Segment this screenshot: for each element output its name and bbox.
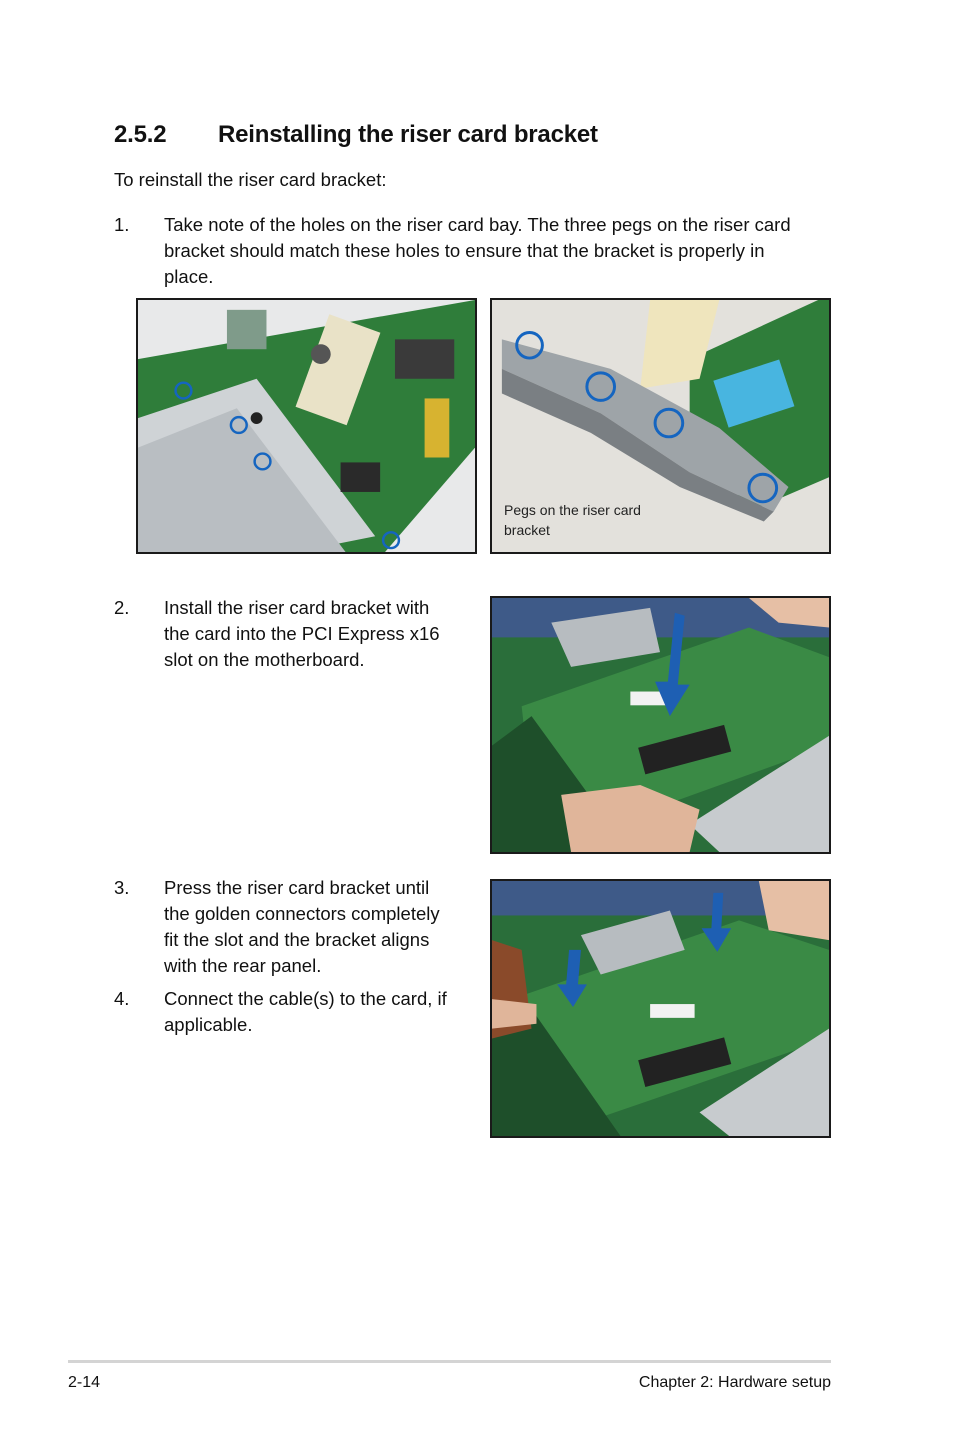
step-4-number: 4. [114,988,130,1009]
press-bracket-photo [490,879,831,1138]
step-2-line: slot on the motherboard. [164,649,365,670]
footer-rule [68,1360,831,1363]
step-1-number: 1. [114,214,130,235]
section-heading [114,121,598,149]
step-1-line: place. [164,266,214,287]
step-2-line: the card into the PCI Express x16 [164,623,440,644]
page-number: 2-14 [68,1374,101,1391]
step-3-number: 3. [114,877,130,898]
step-3-text [164,875,440,979]
step-2 [0,595,480,675]
step-2-number: 2. [114,597,130,618]
install-bracket-photo [490,596,831,854]
bracket-pegs-photo [490,298,831,554]
step-4 [0,986,480,1042]
chapter-label: Chapter 2: Hardware setup [638,1374,831,1391]
bracket-pegs-caption [504,500,641,540]
step-4-line: Connect the cable(s) to the card, if [164,988,447,1009]
step-3-line: with the rear panel. [164,955,322,976]
section-number: 2.5.2 [114,121,167,148]
step-4-text [164,986,447,1038]
caption-line: Pegs on the riser card [504,502,641,518]
section-title: Reinstalling the riser card bracket [218,121,598,148]
step-1-line: bracket should match these holes to ensure that the bracket is properly in [164,240,765,261]
intro-text: To reinstall the riser card bracket: [114,169,387,190]
step-3-line: Press the riser card bracket until [164,877,430,898]
step-3 [0,875,480,985]
step-4-line: applicable. [164,1014,253,1035]
caption-line: bracket [504,522,550,538]
step-2-line: Install the riser card bracket with [164,597,430,618]
step-2-text [164,595,440,673]
step-3-line: fit the slot and the bracket aligns [164,929,430,950]
step-1-text [164,212,791,290]
step-1-line: Take note of the holes on the riser card bay. The three pegs on the riser card [164,214,791,235]
step-3-line: the golden connectors completely [164,903,440,924]
step-1 [0,212,954,292]
motherboard-holes-photo [136,298,477,554]
